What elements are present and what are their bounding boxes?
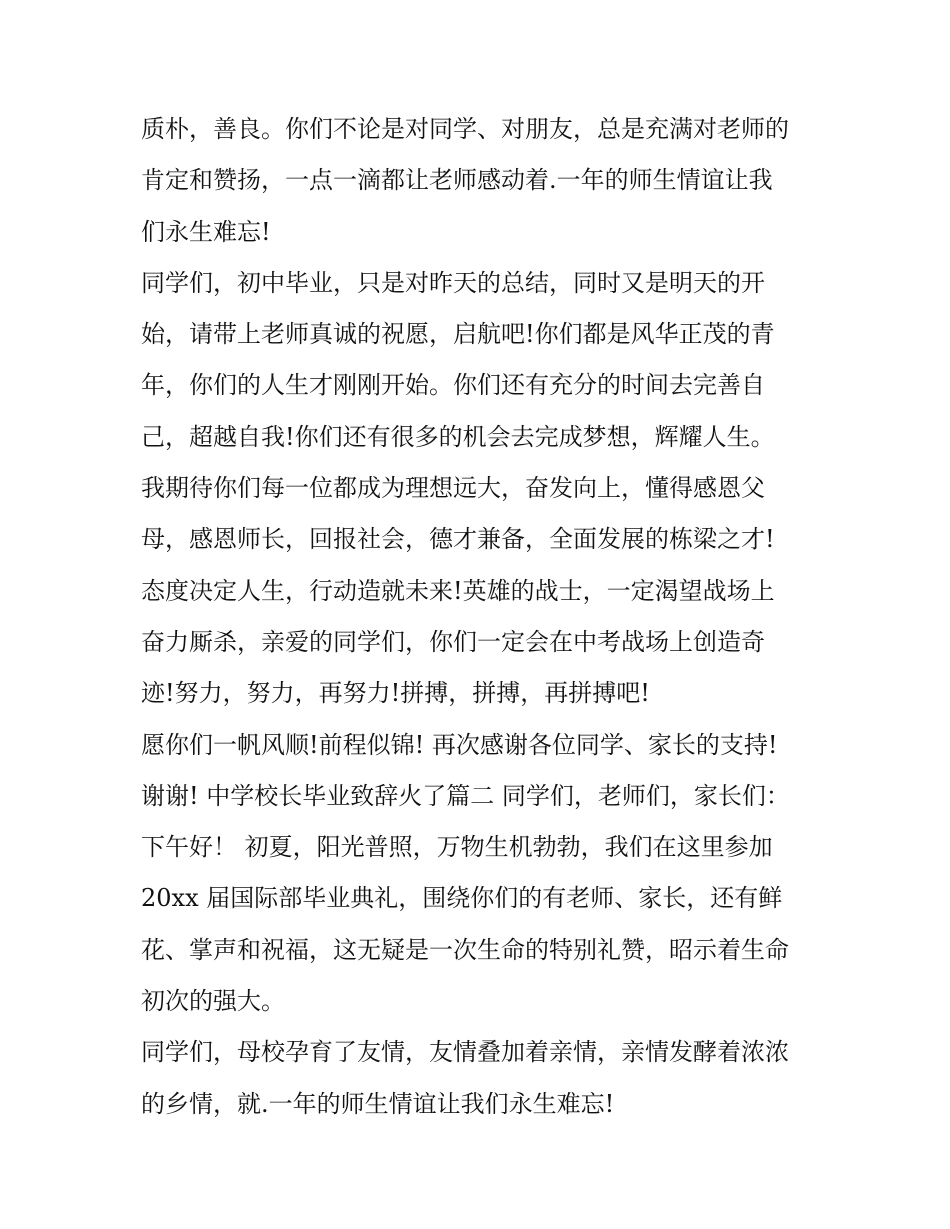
text-line: 愿你们一帆风顺!前程似锦! 再次感谢各位同学、家长的支持! — [141, 730, 778, 759]
text-line: 同学们，初中毕业，只是对昨天的总结，同时又是明天的开 — [141, 268, 765, 297]
text-line: 我期待你们每一位都成为理想远大，奋发向上，懂得感恩父 — [141, 474, 765, 503]
text-line: 态度决定人生，行动造就未来!英雄的战士，一定渴望战场上 — [141, 576, 775, 605]
text-line: 己，超越自我!你们还有很多的机会去完成梦想，辉耀人生。 — [141, 422, 775, 451]
text-line: 迹!努力，努力，再努力!拼搏，拼搏，再拼搏吧! — [141, 679, 650, 708]
text-line: 谢谢! 中学校长毕业致辞火了篇二 同学们，老师们，家长们： — [141, 781, 790, 810]
text-line: 始，请带上老师真诚的祝愿，启航吧!你们都是风华正茂的青 — [141, 320, 775, 349]
text-line: 母，感恩师长，回报社会，德才兼备，全面发展的栋梁之才! — [141, 525, 775, 554]
text-line: 肯定和赞扬，一点一滴都让老师感动着.一年的师生情谊让我 — [141, 166, 773, 195]
text-line: 年，你们的人生才刚刚开始。你们还有充分的时间去完善自 — [141, 371, 765, 400]
text-line: 同学们，母校孕育了友情，友情叠加着亲情，亲情发酵着浓浓 — [141, 1038, 789, 1067]
text-line: 的乡情，就.一年的师生情谊让我们永生难忘! — [141, 1089, 615, 1118]
text-line: 奋力厮杀，亲爱的同学们，你们一定会在中考战场上创造奇 — [141, 627, 765, 656]
text-line: 们永生难忘! — [141, 217, 271, 246]
text-line: 初次的强大。 — [141, 987, 285, 1016]
text-line: 花、掌声和祝福，这无疑是一次生命的特别礼赞，昭示着生命 — [141, 935, 789, 964]
document-body — [141, 104, 821, 1130]
text-line: 20xx 届国际部毕业典礼，围绕你们的有老师、家长，还有鲜 — [141, 884, 783, 913]
text-line: 质朴，善良。你们不论是对同学、对朋友，总是充满对老师的 — [141, 115, 789, 143]
text-line: 下午好！ 初夏，阳光普照，万物生机勃勃，我们在这里参加 — [141, 833, 773, 862]
